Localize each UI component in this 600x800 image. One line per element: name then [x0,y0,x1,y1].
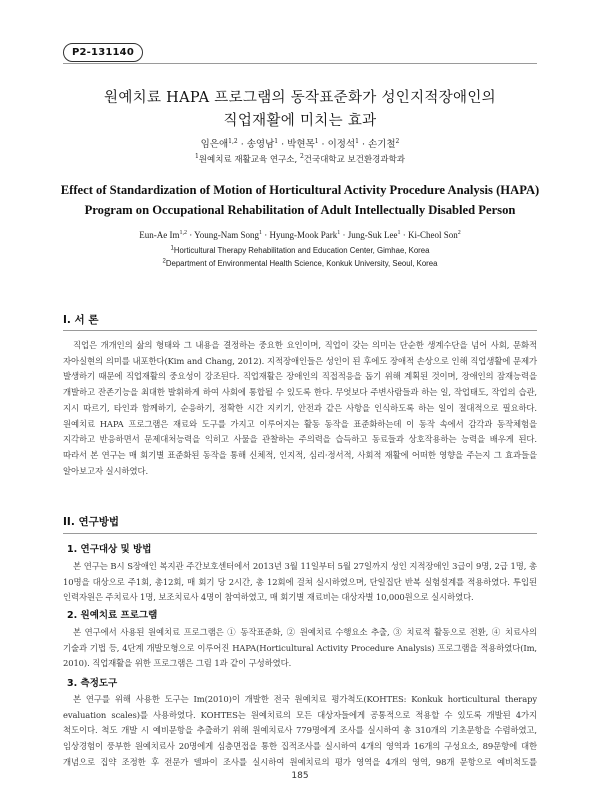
author-name: Hyung-Mook Park [269,230,338,240]
affiliation-text: 건국대학교 보건환경과학과 [303,155,406,165]
english-title-line-1: Effect of Standardization of Motion of Horticultural Activity Procedure Analysis (HAPA) [60,183,540,197]
korean-title-line-1: 원예치료 HAPA 프로그램의 동작표준화가 성인지적장애인의 [104,90,496,106]
author-affil-mark: 1 [397,230,401,236]
affil-mark: 2 [162,258,166,265]
subjects-paragraph: 본 연구는 B시 S장애인 복지관 주간보호센터에서 2013년 3월 11일부터 5월 27일까지 성인 지적장애인 3급이 9명, 2급 1명, 총 10명을 대상으로 주1회, 총12회, 매 회기 당 2시간, 총 12회에 걸쳐 실시하였으며, 단일집단 반복 실험설계를 적용하였다. 투입된 인력자원은 주치료사 1명, 보조치료사 4명이 참여하였고, 매 회기별 재료비는 대상자별 10,000원으로 실시하였다. [63,561,537,603]
author-affil-mark: 1 [337,230,341,236]
author-affil-mark: 1 [314,137,319,145]
subsection-heading-program: 2. 원예치료 프로그램 [67,610,158,621]
author-name: Ki-Cheol Son [408,230,458,240]
author-affil-mark: 2 [457,230,461,236]
header-divider [63,63,537,64]
english-title-line-2: Program on Occupational Rehabilitation of Adult Intellectually Disabled Person [84,203,516,217]
introduction-paragraph: 직업은 개개인의 삶의 형태와 그 내용을 결정하는 중요한 요인이며, 직업이 갖는 의미는 단순한 생계수단을 넘어 사회, 문화적 자아실현의 의미를 내포한다(Kim and Chang, 2012). 지적장애인들은 성인이 된 후에도 장애적 손상으로 인해 직업생활에 문제가 발생하기 때문에 직업재활의 중요성이 강조된다. 직업재활은 장애인의 직접적응을 돕기 위해 계획된 것이며, 장애인의 잠재능력을 개발하고 잔존기능을 최대한 발휘하게 하여 사회에 통합될 수 있도록 한다. 무엇보다 주변사람들과 하는 일, 작업태도, 작업의 습관, 지시 따르기, 타인과 함께하기, 순응하기, 정확한 시간 지키기, 안전과 같은 사항을 인식하도록 하는 일이 절대적으로 필요하다. 원예치료 HAPA 프로그램은 재료와 도구를 가지고 이루어지는 활동 동작을 표준화하는데 이 동작 속에서 감각과 동작체험을 지각하고 반응하면서 문제대처능력을 익히고 사물을 관찰하는 주의력을 습득하고 동료들과 상호작용하는 능력을 배우게 된다. 따라서 본 연구는 매 회기별 표준화된 동작을 통해 신체적, 인지적, 심리·정서적, 사회적 재활에 어떠한 영향을 주는지 그 효과들을 알아보고자 실시하였다. [63,340,537,476]
korean-author-list: 임은애$^{1,2}$ · 송영남$^1$ · 박현목$^1$ · 이정석$^1$ · 손기철$^2$ [200,137,400,150]
korean-affiliations [40,153,560,165]
author-affil-mark: 2 [395,137,400,145]
affiliation-text: Department of Environmental Health Science, Konkuk University, Seoul, Korea [165,259,438,268]
author-name: Jung-Suk Lee [347,230,398,240]
author-name: 손기철 [368,139,396,150]
english-affiliation-2 [40,259,560,268]
page-number: 185 [291,771,309,781]
author-affil-mark: 1 [355,137,359,145]
subsection-heading-subjects: 1. 연구대상 및 방법 [67,544,152,555]
paper-id-badge: P2-131140 [63,43,143,62]
korean-title-line-2: 직업재활에 미치는 효과 [223,113,377,129]
author-name: 송영남 [246,139,275,150]
instruments-paragraph: 본 연구를 위해 사용한 도구는 Im(2010)이 개발한 전국 원예치료 평가척도(KOHTES: Konkuk horticultural therapy evaluation scales)를 사용하였다. KOHTES는 원예치료의 모든 대상자들에게 공통적으로 적용할 수 있도록 개발된 4가지 척도이다. 척도 개발 시 예비문항을 추출하기 위해 원예치료사 779명에게 조사를 실시하여 총 310개의 기초문항을 수렴하였고, 임상경험이 풍부한 원예치료사 20명에게 심층면접을 통한 집적조사를 실시하여 4개의 영역과 16개의 구성요소, 89문항에 대한 개념으로 집약 조정한 후 전문가 델파이 조사를 실시하여 원예치료의 평가 영역을 4개의 영역, 98개 문항으로 예비척도를 [63,694,537,767]
affil-mark: 2 [299,153,304,161]
author-name: Eun-Ae Im [139,230,180,240]
author-affil-mark: 1 [274,137,279,145]
author-name: 임은애 [200,139,229,150]
author-name: 이정석 [327,139,356,150]
english-author-list: Eun-Ae Im$^{1,2}$ · Young-Nam Song$^1$ · Hyung-Mook Park$^1$ · Jung-Suk Lee$^1$ · Ki-Cheol Son$^2$ [139,230,461,240]
english-affiliation-1 [40,246,560,255]
section-divider [63,533,537,534]
affil-mark: 1 [170,245,174,252]
section-divider [63,330,537,331]
program-paragraph: 본 연구에서 사용된 원예치료 프로그램은 ① 동작표준화, ② 원예치료 수행요소 추출, ③ 치료적 활동으로 전환, ④ 치료사의 기술과 기법 등, 4단계 개발모형으로 이루어진 HAPA(Horticultural Activity Procedure Analysis) 프로그램을 적용하였다(Im, 2010). 직업재활을 위한 프로그램은 그림 1과 같이 구성하였다. [63,627,537,669]
subsection-heading-instruments: 3. 측정도구 [67,678,118,689]
author-affil-mark: 1 [259,230,262,236]
affil-mark: 1 [194,153,199,161]
author-name: Young-Nam Song [194,230,259,240]
affiliation-text: Horticultural Therapy Rehabilitation and Education Center, Gimhae, Korea [173,246,430,255]
section-heading-methods: II. 연구방법 [63,516,120,528]
author-name: 박현목 [287,139,315,150]
section-heading-introduction: I. 서 론 [63,314,99,326]
author-affil-mark: 1,2 [228,137,238,145]
author-affil-mark: 1,2 [179,230,187,236]
affiliation-text: 원예치료 재활교육 연구소, [198,155,298,165]
